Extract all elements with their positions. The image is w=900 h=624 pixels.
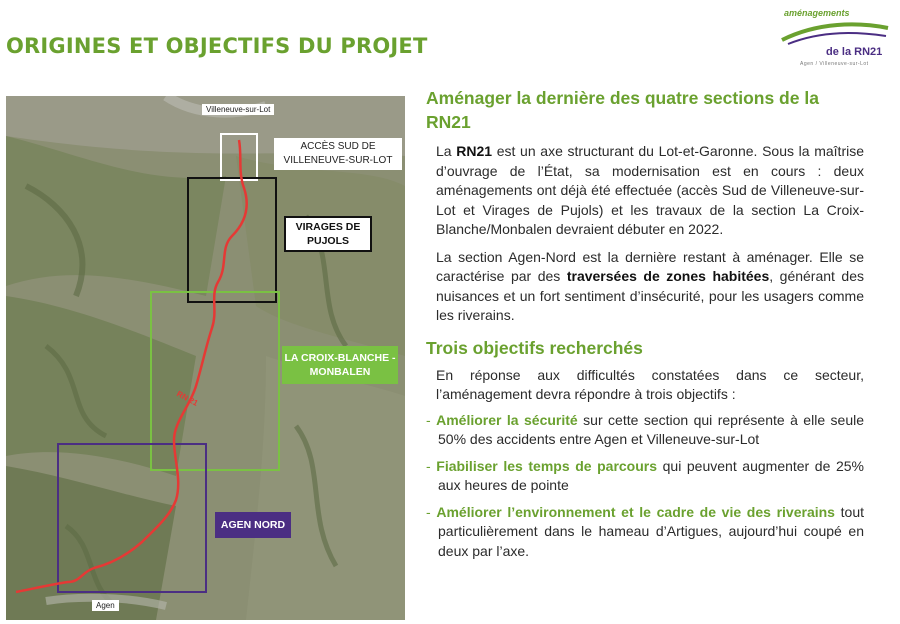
logo-bottom-text: de la RN21 xyxy=(826,46,883,58)
section2-intro: En réponse aux difficultés constatées dans ce secteur, l’aménagement devra répondre à trois objectifs : xyxy=(436,366,864,402)
text-content xyxy=(426,86,864,568)
list-rest: sur cette section qui représente à elle seule 50% des accidents entre Agen et Villeneuve-sur-Lot xyxy=(438,411,865,447)
road-tag: RN 21 xyxy=(175,389,200,408)
list-highlight: Améliorer l’environnement et le cadre de vie des riverains xyxy=(436,503,835,520)
objectives-list xyxy=(426,411,864,562)
list-item xyxy=(426,503,864,562)
list-item xyxy=(426,457,864,496)
list-dash: - xyxy=(426,457,431,474)
p1-bold: RN21 xyxy=(456,143,493,159)
section-label-acces-sud xyxy=(274,138,402,170)
croix-line1: LA CROIX-BLANCHE - xyxy=(284,352,396,364)
p1-post: est un axe structurant du Lot-et-Garonne. Sous la maîtrise d’ouvrage de l’État, sa modernisation est en cours : deux aménagements ont déjà été effectuée (accès Sud de Villeneuve-sur-Lot et Virages de Pujols) et les travaux de la section La Croix-Blanche/Monbalen devraient débuter en 2022. xyxy=(436,143,864,237)
virages-line2: PUJOLS xyxy=(306,235,349,247)
section-label-croix-blanche xyxy=(282,346,398,384)
list-rest: tout particulièrement dans le hameau d’Artigues, aujourd’hui coupé en deux par l’axe. xyxy=(438,503,864,559)
logo-swoosh-icon xyxy=(778,18,890,48)
acces-line2: VILLENEUVE-SUR-LOT xyxy=(283,155,393,166)
rn21-logo xyxy=(778,8,890,70)
section-label-agen-nord: AGEN NORD xyxy=(215,512,291,538)
list-dash: - xyxy=(426,503,431,520)
list-dash: - xyxy=(426,411,431,428)
list-item xyxy=(426,411,864,450)
acces-line1: ACCÈS SUD DE xyxy=(300,141,376,152)
list-highlight: Améliorer la sécurité xyxy=(436,411,578,428)
list-rest: qui peuvent augmenter de 25% aux heures de pointe xyxy=(438,457,864,493)
town-label-villeneuve: Villeneuve-sur-Lot xyxy=(202,104,274,115)
section1-heading: Aménager la dernière des quatre sections de la RN21 xyxy=(426,88,819,132)
virages-line1: VIRAGES DE xyxy=(295,221,361,233)
p1-pre: La xyxy=(436,143,457,159)
p2-bold: traversées de zones habitées xyxy=(566,268,770,284)
town-label-agen: Agen xyxy=(92,600,119,611)
section2-heading: Trois objectifs recherchés xyxy=(426,337,643,358)
page-title: ORIGINES ET OBJECTIFS DU PROJET xyxy=(6,34,428,58)
p2-post: , générant des nuisances et un fort sentiment d’insécurité, pour les usagers comme les riverains. xyxy=(436,268,865,323)
croix-line2: MONBALEN xyxy=(309,366,371,378)
section1-paragraph2 xyxy=(436,248,864,326)
section-label-virages-pujols xyxy=(284,216,372,252)
p2-pre: La section Agen-Nord est la dernière restant à aménager. Elle se caractérise par des xyxy=(436,248,864,284)
logo-top-text: aménagements xyxy=(784,8,850,18)
list-highlight: Fiabiliser les temps de parcours xyxy=(436,457,658,474)
logo-sub-text: Agen / Villeneuve-sur-Lot xyxy=(800,61,869,67)
aerial-map xyxy=(6,96,405,620)
section1-paragraph1 xyxy=(436,142,864,240)
